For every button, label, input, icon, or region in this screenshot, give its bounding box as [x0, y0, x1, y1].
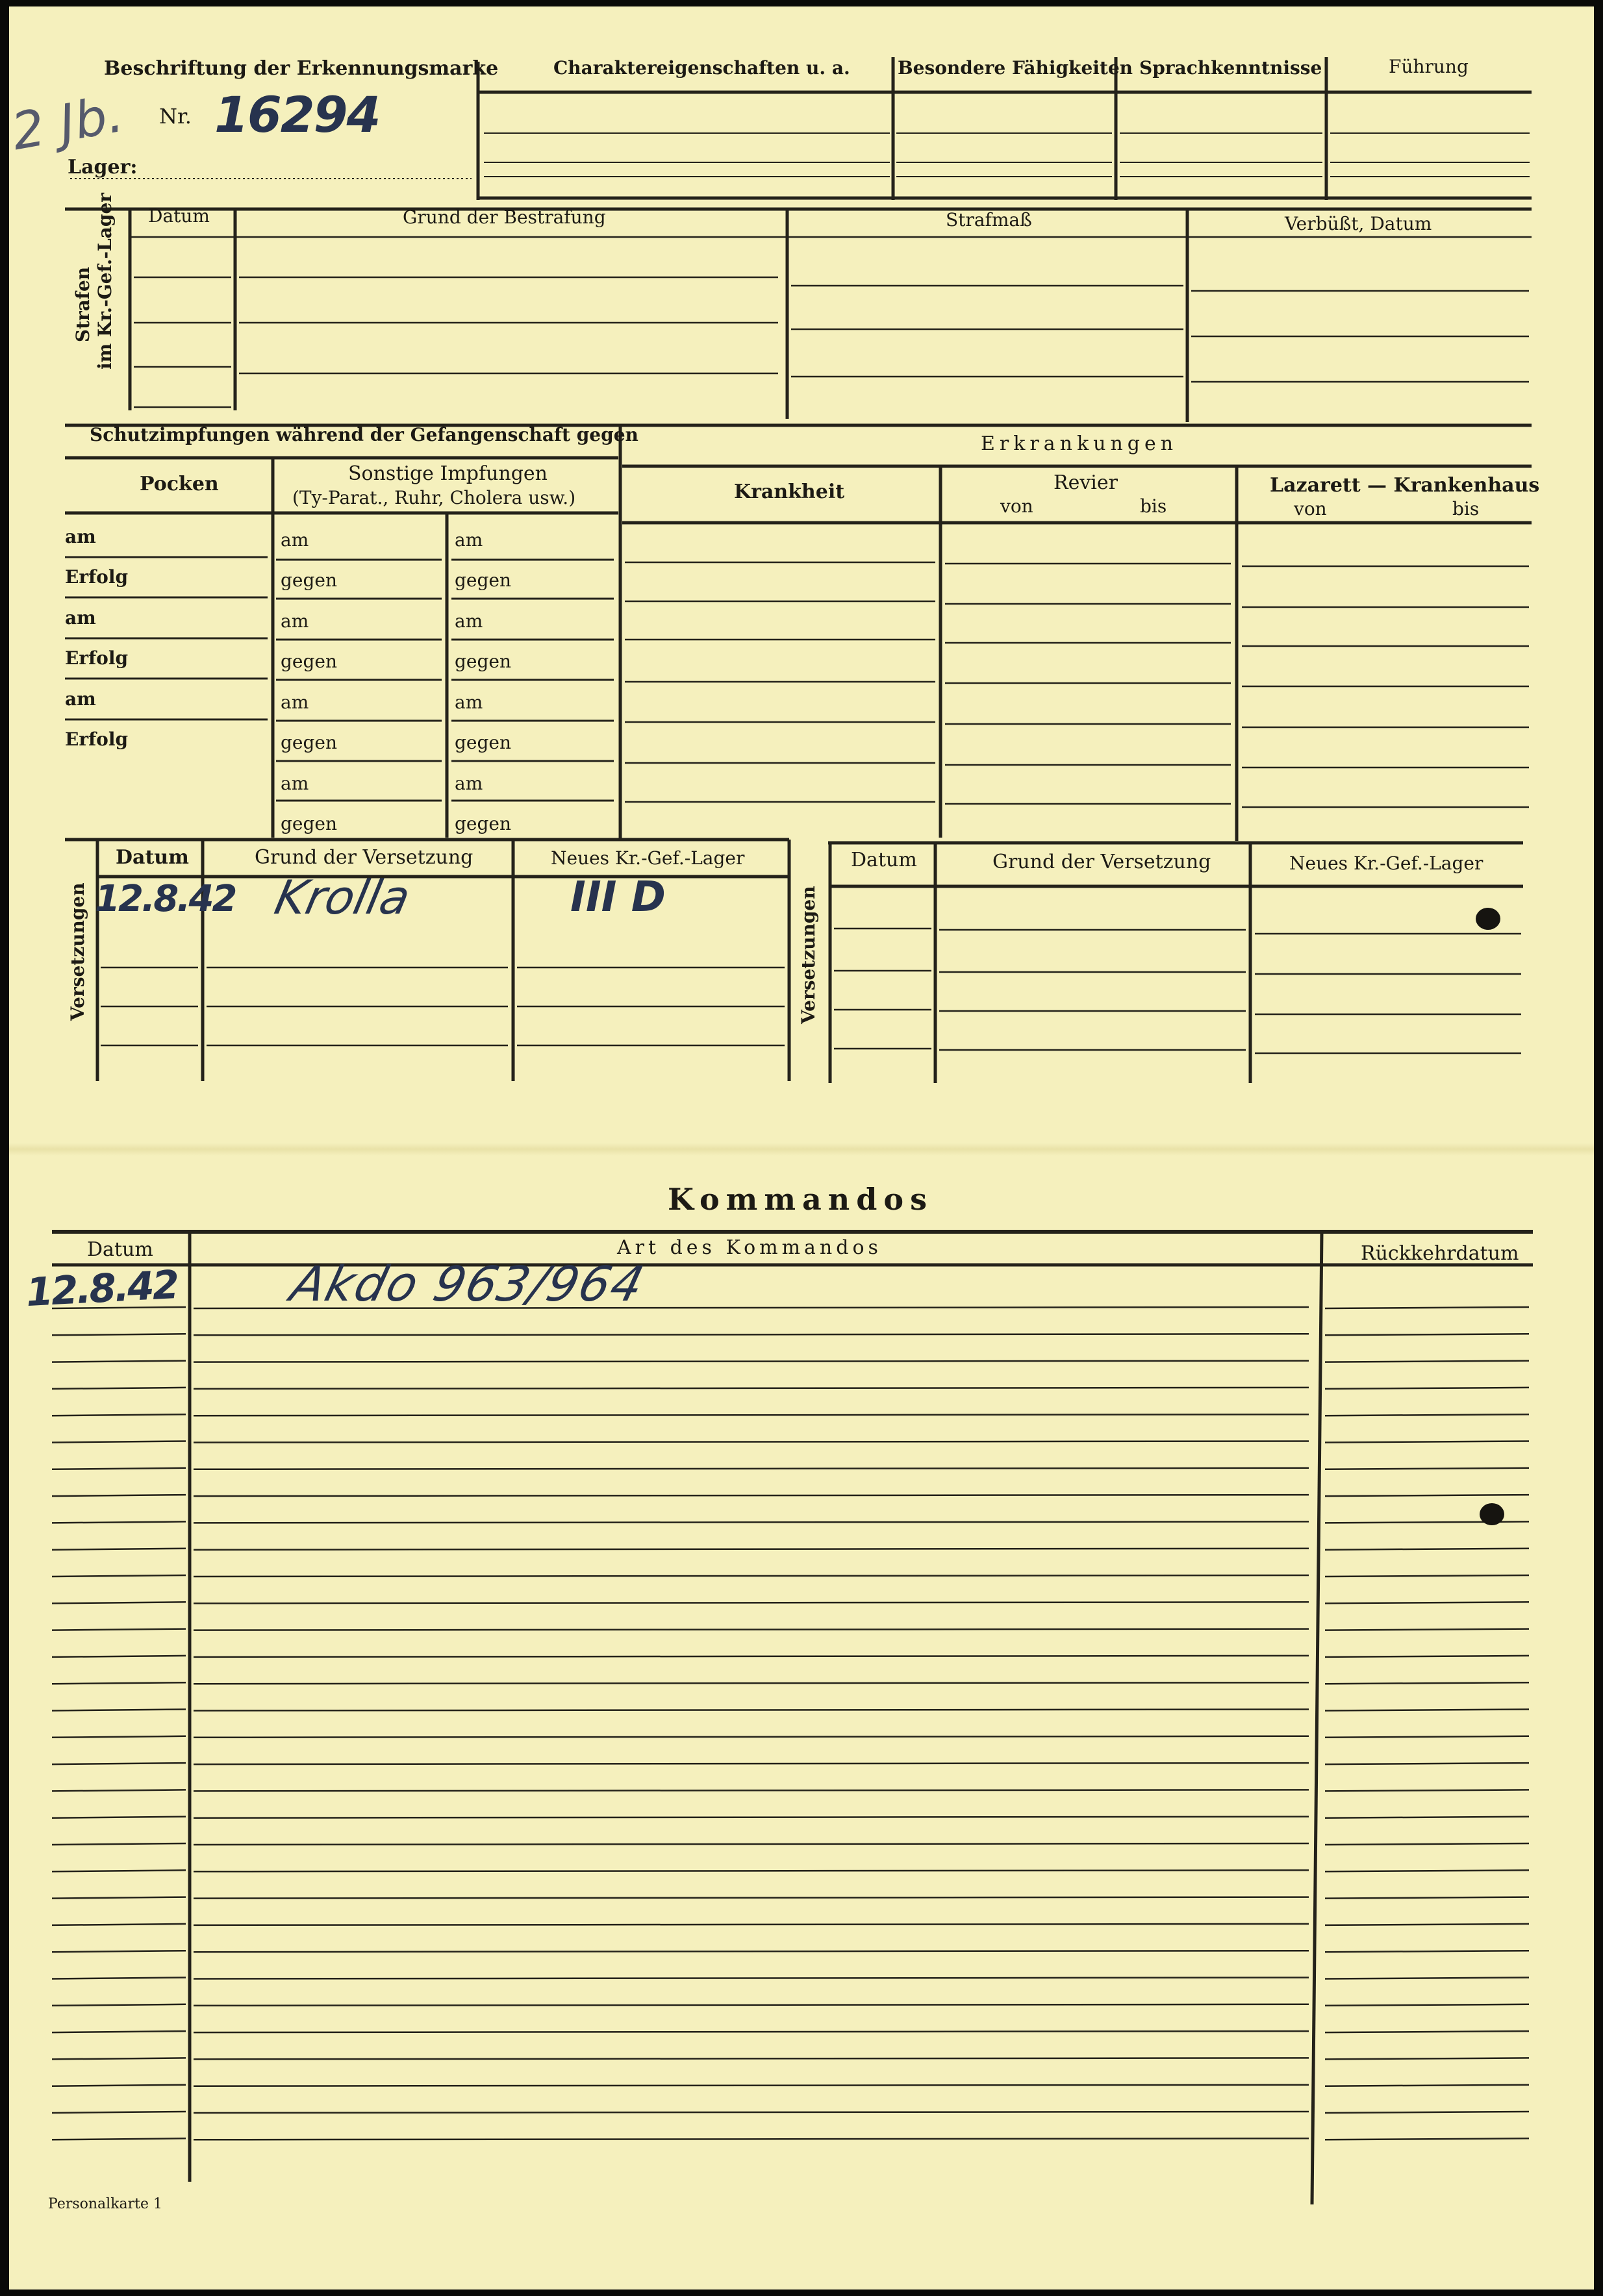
margin-note: 2 Jb. [7, 84, 128, 162]
kommando-row-line [1325, 2138, 1529, 2140]
versetzung-lager-header-right: Neues Kr.-Gef.-Lager [1289, 853, 1483, 874]
charakter-header: Charaktereigenschaften u. a. [553, 57, 850, 79]
punch-hole-lower [1480, 1503, 1504, 1525]
kommando-row-line [194, 1468, 1309, 1469]
kommando-row-line [52, 1870, 186, 1871]
kommando-row-line [194, 1790, 1309, 1791]
pocken-header: Pocken [140, 473, 219, 495]
kommando-row-line [52, 1388, 186, 1389]
kommando-row-line [1325, 1951, 1529, 1952]
kommandos-title: Kommandos [668, 1182, 933, 1217]
kommando-row-line [1325, 2112, 1529, 2113]
pocken-erfolg-2: Erfolg [65, 647, 129, 669]
kommando-row-line [52, 2031, 186, 2032]
kommando-row-line [194, 2085, 1309, 2086]
kommando-row-line [1325, 1710, 1529, 1711]
kommando-row-line [194, 1602, 1309, 1603]
kommando-row-line [194, 1682, 1309, 1684]
kommando-row-line [1325, 1682, 1529, 1684]
erkrankungen-title: Erkrankungen [981, 432, 1178, 455]
kommando-row-line [194, 1736, 1309, 1738]
lazarett-header: Lazarett — Krankenhaus [1270, 474, 1540, 497]
versetzung-grund-entry: Krolla [270, 870, 415, 925]
kommando-row-line [194, 1575, 1309, 1577]
sonstige-gegen-2a: gegen [281, 651, 338, 672]
kommando-row-line [52, 2138, 186, 2140]
sonstige-am-1a: am [281, 529, 309, 551]
sonstige-am-3a: am [281, 692, 309, 713]
kommando-row-line [52, 1602, 186, 1603]
kommando-row-line [52, 1843, 186, 1845]
kommando-row-line [1325, 1870, 1529, 1871]
kommando-row-line [52, 1521, 186, 1523]
strafen-side-label-2: im Kr.-Gef.-Lager [94, 192, 116, 369]
strafmass-header: Strafmaß [946, 209, 1032, 231]
kommando-row-line [52, 1763, 186, 1764]
kommando-row-line [194, 1414, 1309, 1416]
sonstige-gegen-1b: gegen [455, 569, 512, 591]
versetzung-lager-header-left: Neues Kr.-Gef.-Lager [551, 847, 745, 869]
kommando-row-line [52, 1817, 186, 1818]
kommando-row-line [52, 1495, 186, 1496]
sonstige-subheader: (Ty-Parat., Ruhr, Cholera usw.) [292, 487, 576, 508]
pocken-am-1: am [65, 526, 96, 547]
versetzung-datum-header-right: Datum [851, 849, 917, 871]
krankheit-header: Krankheit [734, 480, 845, 503]
kommando-row-line [1325, 1736, 1529, 1738]
kommando-row-line [194, 1549, 1309, 1550]
strafen-side-label-1: Strafen [72, 266, 94, 343]
versetzung-grund-header-right: Grund der Versetzung [992, 851, 1211, 873]
kommando-row-line [52, 1710, 186, 1711]
kommando-row-line [1325, 1361, 1529, 1362]
lazarett-bis: bis [1452, 498, 1480, 519]
versetzung-lager-entry: III D [570, 873, 666, 921]
pocken-am-2: am [65, 607, 96, 629]
kommando-row-line [52, 2004, 186, 2006]
kommando-row-line [194, 1710, 1309, 1711]
kommando-row-line [1325, 1414, 1529, 1416]
kommando-row-line [194, 1897, 1309, 1899]
lager-label: Lager: [68, 156, 138, 179]
fuehrung-header: Führung [1389, 56, 1469, 77]
kommando-row-line [194, 1843, 1309, 1845]
kommando-row-line [194, 1361, 1309, 1362]
strafen-side-label [72, 192, 116, 369]
kommando-row-line [52, 1924, 186, 1925]
kommando-row-line [1325, 1575, 1529, 1577]
sprachkenntnisse-header: Sprachkenntnisse [1139, 57, 1322, 79]
kommando-row-line [1325, 1388, 1529, 1389]
sonstige-am-4b: am [455, 773, 483, 794]
kommando-row-line [52, 1361, 186, 1362]
sonstige-am-3b: am [455, 692, 483, 713]
kommando-row-line [1325, 2004, 1529, 2006]
kommando-row-line [194, 1763, 1309, 1764]
kommando-row-line [194, 2058, 1309, 2059]
kommando-row-line [52, 1468, 186, 1469]
kommando-row-line [1325, 1924, 1529, 1925]
kommando-row-line [1325, 1549, 1529, 1550]
kommando-row-line [52, 1629, 186, 1630]
kommando-row-line [52, 2058, 186, 2059]
kommando-row-line [52, 1441, 186, 1443]
versetzung-datum-entry: 12.8.42 [95, 878, 236, 920]
kommando-row-line [194, 1388, 1309, 1389]
impfungen-title: Schutzimpfungen während der Gefangenschaft gegen [90, 424, 638, 445]
kommando-row-line [1325, 1978, 1529, 1979]
sonstige-am-1b: am [455, 529, 483, 551]
kommando-row-line [194, 1951, 1309, 1952]
strafen-grund-header: Grund der Bestrafung [403, 206, 606, 228]
kommando-row-line [194, 1924, 1309, 1925]
pocken-am-3: am [65, 688, 96, 710]
kommando-row-line [52, 1414, 186, 1416]
sonstige-gegen-4a: gegen [281, 813, 338, 834]
strafen-datum-header: Datum [148, 205, 210, 227]
pocken-erfolg-1: Erfolg [65, 566, 129, 588]
versetzung-datum-header-left: Datum [116, 846, 189, 869]
kommando-row-line [194, 2004, 1309, 2006]
kommando-row-line [194, 1817, 1309, 1818]
kommando-row-line [52, 1682, 186, 1684]
lazarett-von: von [1294, 498, 1327, 519]
kommando-row-line [194, 1870, 1309, 1871]
versetzungen-side-label-left: Versetzungen [67, 882, 88, 1021]
kommando-row-line [194, 1441, 1309, 1443]
kommando-row-line [194, 1334, 1309, 1335]
kommando-row-line [1325, 1495, 1529, 1496]
sonstige-header: Sonstige Impfungen [348, 462, 548, 485]
kommando-row-line [52, 2085, 186, 2086]
verbuesst-header: Verbüßt, Datum [1285, 213, 1432, 234]
kommando-row-line [1325, 2058, 1529, 2059]
faehigkeiten-header: Besondere Fähigkeiten [898, 57, 1133, 79]
sonstige-gegen-4b: gegen [455, 813, 512, 834]
kommando-row-line [52, 1736, 186, 1738]
kommando-row-line [52, 1334, 186, 1335]
kommando-datum-header: Datum [87, 1238, 153, 1261]
revier-bis: bis [1140, 495, 1167, 517]
kommando-row-line [52, 1549, 186, 1550]
kommando-row-line [52, 1951, 186, 1952]
kommando-row-line [194, 1629, 1309, 1630]
nr-value: 16294 [214, 86, 380, 144]
kommando-row-line [52, 1790, 186, 1791]
versetzung-grund-header-left: Grund der Versetzung [255, 846, 473, 869]
kommando-row-line [1325, 1441, 1529, 1443]
kommando-row-line [194, 2138, 1309, 2140]
kommando-row-line [1325, 2085, 1529, 2086]
kommando-row-line [52, 1978, 186, 1979]
nr-label: Nr. [159, 104, 192, 129]
revier-header: Revier [1054, 471, 1118, 494]
kommando-row-line [1325, 1468, 1529, 1469]
beschriftung-label: Beschriftung der Erkennungsmarke [104, 57, 499, 80]
sonstige-am-2b: am [455, 610, 483, 632]
punch-hole-upper [1476, 908, 1500, 930]
kommando-row-line [194, 1656, 1309, 1657]
kommando-art-header: Art des Kommandos [617, 1236, 882, 1259]
kommando-row-line [194, 2031, 1309, 2032]
kommando-row-line [1325, 1817, 1529, 1818]
kommando-row-line [1325, 1843, 1529, 1845]
kommando-row-line [1325, 1656, 1529, 1657]
kommando-row-line [1325, 1307, 1529, 1308]
kommando-row-line [1325, 1763, 1529, 1764]
kommando-row-line [52, 1656, 186, 1657]
versetzungen-side-label-right: Versetzungen [798, 886, 819, 1024]
kommando-row-line [194, 1495, 1309, 1496]
sonstige-am-2a: am [281, 610, 309, 632]
sonstige-gegen-2b: gegen [455, 651, 512, 672]
kommando-row-line [52, 2112, 186, 2113]
pocken-erfolg-3: Erfolg [65, 729, 129, 750]
kommando-art-entry: Akdo 963/964 [285, 1256, 651, 1312]
kommando-row-line [1325, 2031, 1529, 2032]
rueckkehr-header: Rückkehrdatum [1361, 1242, 1519, 1265]
kommando-datum-entry: 12.8.42 [25, 1262, 179, 1316]
sonstige-gegen-1a: gegen [281, 569, 338, 591]
kommando-row-line [194, 1521, 1309, 1523]
kommando-row-line [194, 1978, 1309, 1979]
kommando-row-line [1325, 1897, 1529, 1899]
kommando-row-line [194, 2112, 1309, 2113]
sonstige-am-4a: am [281, 773, 309, 794]
sonstige-gegen-3a: gegen [281, 732, 338, 753]
kommando-row-line [1325, 1602, 1529, 1603]
kommando-row-line [52, 1575, 186, 1577]
sonstige-gegen-3b: gegen [455, 732, 512, 753]
kommando-row-line [1325, 1629, 1529, 1630]
kommando-row-line [1325, 1334, 1529, 1335]
form-number: Personalkarte 1 [48, 2196, 163, 2212]
kommando-row-line [52, 1897, 186, 1899]
kommando-row-line [1325, 1790, 1529, 1791]
revier-von: von [1000, 495, 1033, 517]
